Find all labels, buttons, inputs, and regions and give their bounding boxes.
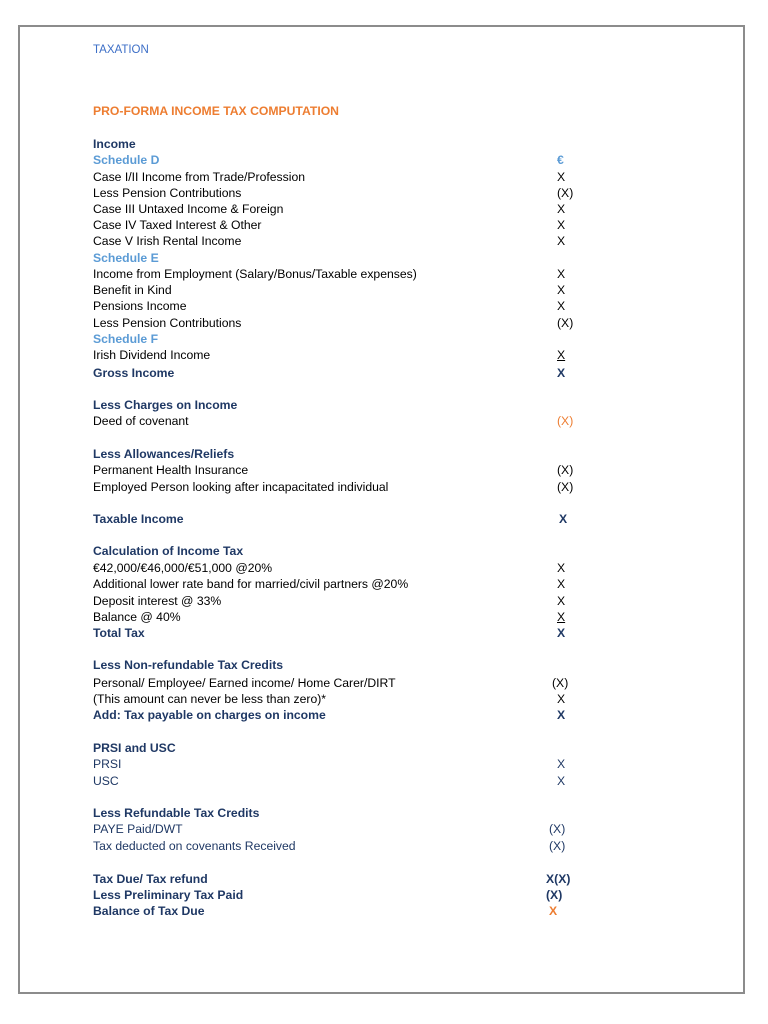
prsi-value: X <box>557 757 566 771</box>
zero-note-label: (This amount can never be less than zero)* <box>93 692 327 706</box>
case12-label: Case I/II Income from Trade/Profession <box>93 170 306 184</box>
schedule-f-label: Schedule F <box>93 332 159 346</box>
case4-value: X <box>557 218 566 232</box>
band-label: €42,000/€46,000/€51,000 @20% <box>93 561 273 575</box>
bik-value: X <box>557 283 566 297</box>
charges-heading: Less Charges on Income <box>93 398 238 412</box>
married-value: X <box>557 577 566 591</box>
refund-heading: Less Refundable Tax Credits <box>93 806 260 820</box>
prelim-tax-label: Less Preliminary Tax Paid <box>93 888 244 902</box>
personal-credits-value: (X) <box>552 676 569 690</box>
case4-label: Case IV Taxed Interest & Other <box>93 218 262 232</box>
pension2-label: Less Pension Contributions <box>93 316 242 330</box>
deed-label: Deed of covenant <box>93 414 189 428</box>
balance40-value: X <box>557 610 566 624</box>
phi-label: Permanent Health Insurance <box>93 463 249 477</box>
employment-value: X <box>557 267 566 281</box>
band-value: X <box>557 561 566 575</box>
dividend-label: Irish Dividend Income <box>93 348 211 362</box>
section-header: TAXATION <box>93 44 149 56</box>
add-charges-value: X <box>557 708 566 722</box>
tax-due-value: X(X) <box>546 872 571 886</box>
covenants-label: Tax deducted on covenants Received <box>93 839 296 853</box>
tax-due-label: Tax Due/ Tax refund <box>93 872 208 886</box>
paye-value: (X) <box>549 822 566 836</box>
gross-income-value: X <box>557 366 566 380</box>
usc-value: X <box>557 774 566 788</box>
married-label: Additional lower rate band for married/civil partners @20% <box>93 577 409 591</box>
case12-value: X <box>557 170 566 184</box>
incap-label: Employed Person looking after incapacitated individual <box>93 480 389 494</box>
total-tax-label: Total Tax <box>93 626 145 640</box>
deposit-label: Deposit interest @ 33% <box>93 594 222 608</box>
balance-due-value: X <box>549 904 558 918</box>
total-tax-value: X <box>557 626 566 640</box>
dividend-value: X <box>557 348 566 362</box>
nonrefund-heading: Less Non-refundable Tax Credits <box>93 658 284 672</box>
add-charges-label: Add: Tax payable on charges on income <box>93 708 326 722</box>
income-heading: Income <box>93 137 136 151</box>
paye-label: PAYE Paid/DWT <box>93 822 183 836</box>
covenants-value: (X) <box>549 839 566 853</box>
taxable-income-value: X <box>559 512 568 526</box>
bik-label: Benefit in Kind <box>93 283 172 297</box>
employment-label: Income from Employment (Salary/Bonus/Taxable expenses) <box>93 267 417 281</box>
schedule-d-label: Schedule D <box>93 153 160 167</box>
case3-label: Case III Untaxed Income & Foreign <box>93 202 284 216</box>
case3-value: X <box>557 202 566 216</box>
incap-value: (X) <box>557 480 574 494</box>
pension1-label: Less Pension Contributions <box>93 186 242 200</box>
taxable-income-label: Taxable Income <box>93 512 184 526</box>
allowances-heading: Less Allowances/Reliefs <box>93 447 235 461</box>
deed-value: (X) <box>557 414 574 428</box>
pensions-income-value: X <box>557 299 566 313</box>
pension1-value: (X) <box>557 186 574 200</box>
deposit-value: X <box>557 594 566 608</box>
currency-symbol: € <box>557 153 564 167</box>
case5-value: X <box>557 234 566 248</box>
document-title: PRO-FORMA INCOME TAX COMPUTATION <box>93 104 339 118</box>
personal-credits-label: Personal/ Employee/ Earned income/ Home Carer/DIRT <box>93 676 396 690</box>
schedule-e-label: Schedule E <box>93 251 159 265</box>
gross-income-label: Gross Income <box>93 366 175 380</box>
usc-label: USC <box>93 774 119 788</box>
balance40-label: Balance @ 40% <box>93 610 181 624</box>
prsi-heading: PRSI and USC <box>93 741 176 755</box>
calc-heading: Calculation of Income Tax <box>93 544 244 558</box>
balance-due-label: Balance of Tax Due <box>93 904 205 918</box>
prelim-tax-value: (X) <box>546 888 563 902</box>
phi-value: (X) <box>557 463 574 477</box>
zero-note-value: X <box>557 692 566 706</box>
pensions-income-label: Pensions Income <box>93 299 187 313</box>
prsi-label: PRSI <box>93 757 122 771</box>
case5-label: Case V Irish Rental Income <box>93 234 242 248</box>
pension2-value: (X) <box>557 316 574 330</box>
